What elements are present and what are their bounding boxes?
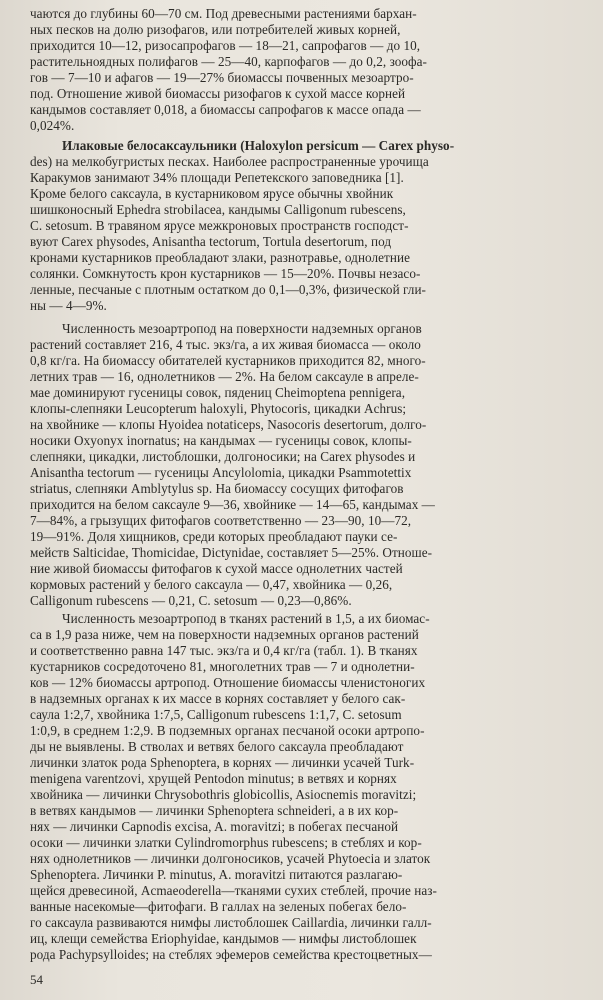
text-line: растений составляет 216, 4 тыс. экз/га, а их живая биомасса — около xyxy=(30,337,421,352)
page-number: 54 xyxy=(30,972,43,987)
text-line: личинки златок рода Sphenoptera, в корнях — личинки усачей Turk- xyxy=(30,755,415,770)
text-line: 1:0,9, в среднем 1:2,9. В подземных органах песчаной осоки артропо- xyxy=(30,723,425,738)
text-line: мейств Salticidae, Thomicidae, Dictynidae, составляет 5—25%. Отноше- xyxy=(30,545,433,560)
text-line: Anisantha tectorum — гусеницы Ancylolomia, цикадки Psammotettix xyxy=(30,465,412,480)
text-line: солянки. Сомкнутость крон кустарников — 15—20%. Почвы незасо- xyxy=(30,266,421,281)
text-line: носики Oxyonyx inornatus; на кандымах — гусеницы совок, клопы- xyxy=(30,433,412,448)
text-line: мае доминируют гусеницы совок, пядениц Cheimoptena pennigera, xyxy=(30,385,406,400)
text-line: щейся древесиной, Acmaeoderella—тканями сухих стеблей, прочие наз- xyxy=(30,883,437,898)
text-line: нях однолетников — личинки долгоносиков, усачей Phytoecia и златок xyxy=(30,851,431,866)
text-line: Каракумов занимают 34% площади Репетекского заповедника [1]. xyxy=(30,170,404,185)
text-line: вуют Carex physodes, Anisantha tectorum, Tortula desertorum, под xyxy=(30,234,392,249)
text-line: го саксаула развиваются нимфы листоблошек Caillardia, личинки галл- xyxy=(30,915,432,930)
text-line: чаются до глубины 60—70 см. Под древесными растениями бархан- xyxy=(30,6,417,21)
text-line: Численность мезоартропод в тканях растений в 1,5, а их биомас- xyxy=(62,611,430,626)
text-line: кронами кустарников преобладают злаки, разнотравье, однолетние xyxy=(30,250,410,265)
text-line: растительноядных полифагов — 25—40, карпофагов — до 0,2, зоофа- xyxy=(30,54,427,69)
text-line: приходится 10—12, ризосапрофагов — 18—21, сапрофагов — до 10, xyxy=(30,38,421,53)
text-line: в надземных органах к их массе в корнях составляет у белого сак- xyxy=(30,691,406,706)
text-line: ленные, песчаные с плотным остатком до 0,1—0,3%, физической гли- xyxy=(30,282,426,297)
text-line: в ветвях кандымов — личинки Sphenoptera schneideri, а в их кор- xyxy=(30,803,399,818)
text-line: ды не выявлены. В стволах и ветвях белого саксаула преобладают xyxy=(30,739,404,754)
text-line: 7—84%, а грызущих фитофагов соответственно — 23—90, 10—72, xyxy=(30,513,412,528)
text-line: на хвойнике — клопы Hyoidea notaticeps, Nasocoris desertorum, долго- xyxy=(30,417,427,432)
text-line: нях — личинки Capnodis excisa, A. moravitzi; в побегах песчаной xyxy=(30,819,399,834)
text-line: приходится на белом саксауле 9—36, хвойнике — 14—65, кандымах — xyxy=(30,497,435,512)
text-line: 0,024%. xyxy=(30,118,75,133)
text-line: осоки — личинки златки Cylindromorphus rubescens; в стеблях и кор- xyxy=(30,835,422,850)
text-line: летних трав — 16, однолетников — 2%. На белом саксауле в апреле- xyxy=(30,369,419,384)
document-page xyxy=(30,6,596,996)
text-line: Численность мезоартропод на поверхности надземных органов xyxy=(62,321,422,336)
text-line: ванные насекомые—фитофаги. В галлах на зеленых побегах бело- xyxy=(30,899,407,914)
text-line: рода Pachypsylloides; на стеблях эфемеров семейства крестоцветных— xyxy=(30,947,432,962)
text-line: striatus, слепняки Amblytylus sp. На биомассу сосущих фитофагов xyxy=(30,481,404,496)
text-line: слепняки, цикадки, листоблошки, долгоносики; на Carex physodes и xyxy=(30,449,416,464)
text-line: иц, клещи семейства Eriophyidae, кандымов — нимфы листоблошек xyxy=(30,931,417,946)
text-line: C. setosum. В травяном ярусе межкроновых пространств господст- xyxy=(30,218,409,233)
section-heading-line: Илаковые белосаксаульники (Haloxylon persicum — Carex physo- xyxy=(62,138,455,153)
text-line: ных песков на долю ризофагов, или потребителей живых корней, xyxy=(30,22,401,37)
text-line: 0,8 кг/га. На биомассу обитателей кустарников приходится 82, много- xyxy=(30,353,426,368)
text-line: ние живой биомассы фитофагов к сухой массе однолетних частей xyxy=(30,561,403,576)
text-line: са в 1,9 раза ниже, чем на поверхности надземных органов растений xyxy=(30,627,419,642)
text-line: хвойника — личинки Chrysobothris globicollis, Asiocnemis moravitzi; xyxy=(30,787,417,802)
text-line: 19—91%. Доля хищников, среди которых преобладают пауки се- xyxy=(30,529,398,544)
text-line: под. Отношение живой биомассы ризофагов к сухой массе корней xyxy=(30,86,406,101)
text-line: кандымов составляет 0,018, а биомассы сапрофагов к массе опада — xyxy=(30,102,421,117)
text-line: Кроме белого саксаула, в кустарниковом ярусе обычны хвойник xyxy=(30,186,394,201)
text-line: шишконосный Ephedra strobilacea, кандымы Calligonum rubescens, xyxy=(30,202,406,217)
text-line: ны — 4—9%. xyxy=(30,298,107,313)
text-line: ков — 12% биомассы артропод. Отношение биомассы членистоногих xyxy=(30,675,426,690)
text-line: Sphenoptera. Личинки P. minutus, A. moravitzi питаются разлагаю- xyxy=(30,867,403,882)
text-line: des) на мелкобугристых песках. Наиболее распространенные урочища xyxy=(30,154,429,169)
text-line: menigena varentzovi, хрущей Pentodon minutus; в ветвях и корнях xyxy=(30,771,397,786)
text-line: клопы-слепняки Leucopterum haloxyli, Phytocoris, цикадки Achrus; xyxy=(30,401,407,416)
text-line: кормовых растений у белого саксаула — 0,47, хвойника — 0,26, xyxy=(30,577,393,592)
text-line: кустарников сосредоточено 81, многолетних трав — 7 и однолетни- xyxy=(30,659,415,674)
text-line: и соответственно равна 147 тыс. экз/га и 0,4 кг/га (табл. 1). В тканях xyxy=(30,643,418,658)
text-line: саула 1:2,7, хвойника 1:7,5, Calligonum rubescens 1:1,7, C. setosum xyxy=(30,707,402,722)
text-line: гов — 7—10 и афагов — 19—27% биомассы почвенных мезоартро- xyxy=(30,70,414,85)
text-line: Calligonum rubescens — 0,21, C. setosum — 0,23—0,86%. xyxy=(30,593,352,608)
